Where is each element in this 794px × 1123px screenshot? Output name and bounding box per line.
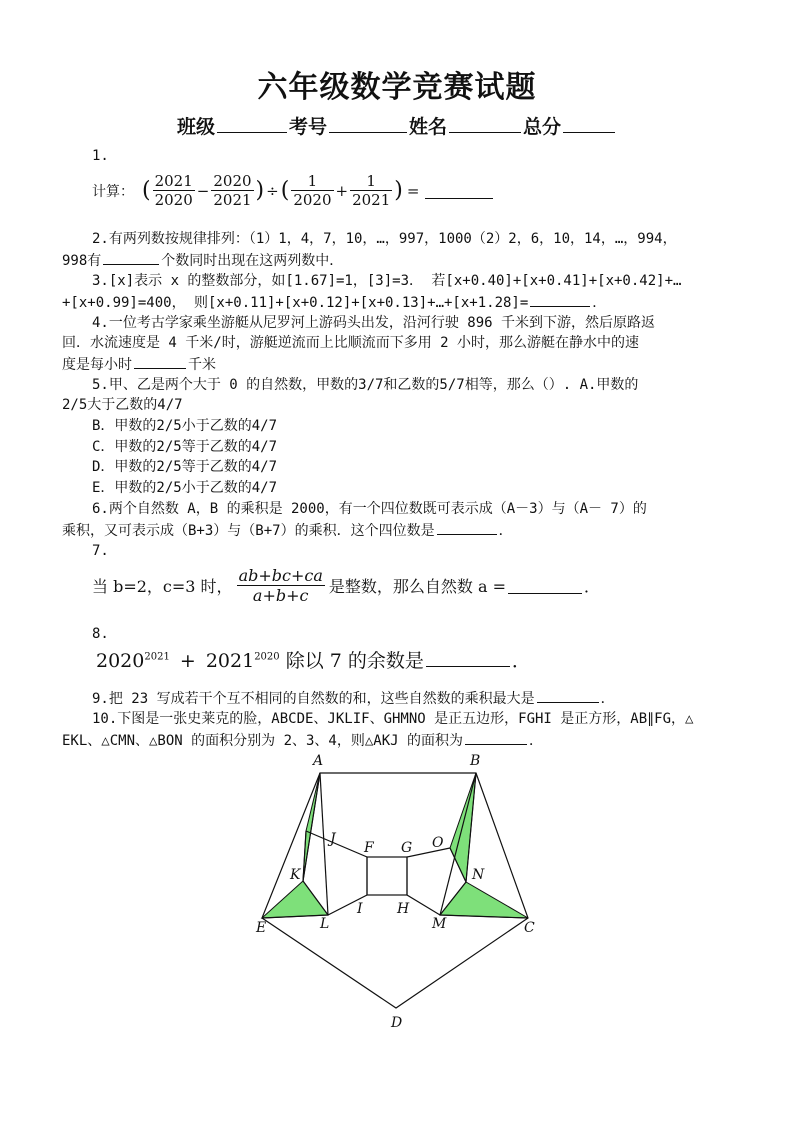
class-label: 班级	[176, 116, 215, 138]
q1-frac-b: $\frac{2020}{2021}$	[213, 172, 252, 209]
q5-line1: 5.甲、乙是两个大于 0 的自然数，甲数的3/7和乙数的5/7相等，那么（）. A.甲数的	[92, 377, 639, 393]
exam-no-blank[interactable]	[329, 116, 407, 133]
label-d: D	[391, 1015, 403, 1031]
label-f: F	[364, 840, 374, 856]
q9-answer-blank[interactable]	[537, 688, 599, 703]
q7-answer-blank[interactable]	[508, 577, 582, 594]
q4-line3: 度是每小时 千米	[62, 354, 216, 376]
q5-option-d[interactable]: D．甲数的2/5等于乙数的4/7	[92, 459, 278, 475]
q10-answer-blank[interactable]	[465, 730, 527, 745]
header-fields	[0, 112, 794, 139]
q2-line2: 998有 个数同时出现在这两列数中．	[62, 250, 343, 272]
score-label: 总分	[523, 116, 562, 138]
green-triangles	[262, 773, 528, 918]
q1-answer-blank[interactable]	[425, 182, 493, 199]
q1-frac-a: $\frac{2021}{2020}$	[154, 172, 193, 209]
shrek-face-figure	[240, 750, 560, 1035]
exam-no-label: 考号	[288, 116, 327, 138]
q6-answer-blank[interactable]	[437, 520, 497, 535]
q1-prefix: 计算：	[92, 183, 134, 200]
label-g: G	[401, 840, 413, 856]
q7-text: 是整数，那么自然数 a =	[328, 577, 506, 596]
label-k: K	[290, 867, 301, 883]
label-m: M	[432, 916, 447, 932]
q5-option-e[interactable]: E．甲数的2/5小于乙数的4/7	[92, 480, 278, 496]
q1-frac-c: $\frac{1}{2020}$	[293, 172, 332, 209]
label-j: J	[330, 831, 336, 847]
q3-line2: +[x+0.99]=400， 则[x+0.11]+[x+0.12]+[x+0.13]+…+[x+1.28]= ．	[62, 292, 606, 314]
q8-number: 8.	[92, 626, 109, 642]
q2-line1: 2.有两列数按规律排列：（1）1，4，7，10，…，997，1000（2）2，6，10，14，…，994，	[92, 231, 677, 247]
q4-answer-blank[interactable]	[134, 354, 186, 369]
q4-line2: 回．水流速度是 4 千米/时，游艇逆流而上比顺流而下多用 2 小时，那么游艇在静水中的速	[62, 335, 639, 351]
class-blank[interactable]	[217, 116, 287, 133]
label-h: H	[397, 901, 410, 917]
q3-line1: 3.[x]表示 x 的整数部分，如[1.67]=1，[3]=3． 若[x+0.40]+[x+0.41]+[x+0.42]+…	[92, 273, 682, 289]
q5-option-b[interactable]: B．甲数的2/5小于乙数的4/7	[92, 418, 278, 434]
q5-option-c[interactable]: C．甲数的2/5等于乙数的4/7	[92, 439, 278, 455]
label-c: C	[524, 920, 535, 936]
q10-line1: 10.下图是一张史莱克的脸，ABCDE、JKLIF、GHMNO 是正五边形，FGHI 是正方形，AB∥FG，△	[92, 711, 694, 727]
q9-line: 9.把 23 写成若干个互不相同的自然数的和，这些自然数的乘积最大是 ．	[92, 688, 615, 710]
page-title: 六年级数学竞赛试题	[257, 70, 537, 105]
label-e: E	[256, 920, 267, 936]
q1-expression: 计算： ( $\frac{2021}{2020}$ − $\frac{2020}{2021}$ ) ÷ ( $\frac{1}{2020}$ + $\frac{1}{2021}$ ) =	[92, 172, 495, 209]
q5-line2: 2/5大于乙数的4/7	[62, 397, 183, 413]
label-b: B	[470, 753, 481, 769]
q2-answer-blank[interactable]	[103, 250, 159, 265]
q1-number: 1.	[92, 148, 109, 164]
label-n: N	[472, 867, 485, 883]
q7-number: 7.	[92, 543, 109, 559]
name-blank[interactable]	[449, 116, 521, 133]
q7-fraction: $\frac{ab+bc+ca}{a+b+c}$	[238, 566, 323, 605]
label-l: L	[320, 916, 330, 932]
q8-answer-blank[interactable]	[426, 646, 510, 667]
label-o: O	[432, 835, 444, 851]
q7-condition: 当 b=2，c=3 时，	[92, 577, 233, 596]
score-blank[interactable]	[563, 116, 615, 133]
triangle-ekl	[262, 881, 328, 918]
label-i: I	[357, 901, 363, 917]
q8-expression: $2020^{2021} + 2021^{2020}$ 除以 7 的余数是 ．	[96, 646, 531, 673]
q3-answer-blank[interactable]	[530, 292, 590, 307]
q7-expression: 当 b=2，c=3 时， $\frac{ab+bc+ca}{a+b+c}$ 是整数，那么自然数 a = ．	[92, 566, 600, 605]
label-a: A	[313, 753, 324, 769]
square-fghi	[367, 857, 407, 895]
q1-frac-d: $\frac{1}{2021}$	[352, 172, 391, 209]
q6-line2: 乘积，又可表示成（B+3）与（B+7）的乘积．这个四位数是 ．	[62, 520, 513, 542]
q8-text: 除以 7 的余数是	[285, 650, 424, 672]
triangle-cmn	[440, 882, 528, 918]
name-label: 姓名	[409, 116, 448, 138]
q6-line1: 6.两个自然数 A，B 的乘积是 2000，有一个四位数既可表示成（A－3）与（A－ 7）的	[92, 501, 647, 517]
q4-line1: 4.一位考古学家乘坐游艇从尼罗河上游码头出发，沿河行驶 896 千米到下游，然后原路返	[92, 315, 655, 331]
q10-line2: EKL、△CMN、△BON 的面积分别为 2、3、4，则△AKJ 的面积为 ．	[62, 730, 543, 752]
